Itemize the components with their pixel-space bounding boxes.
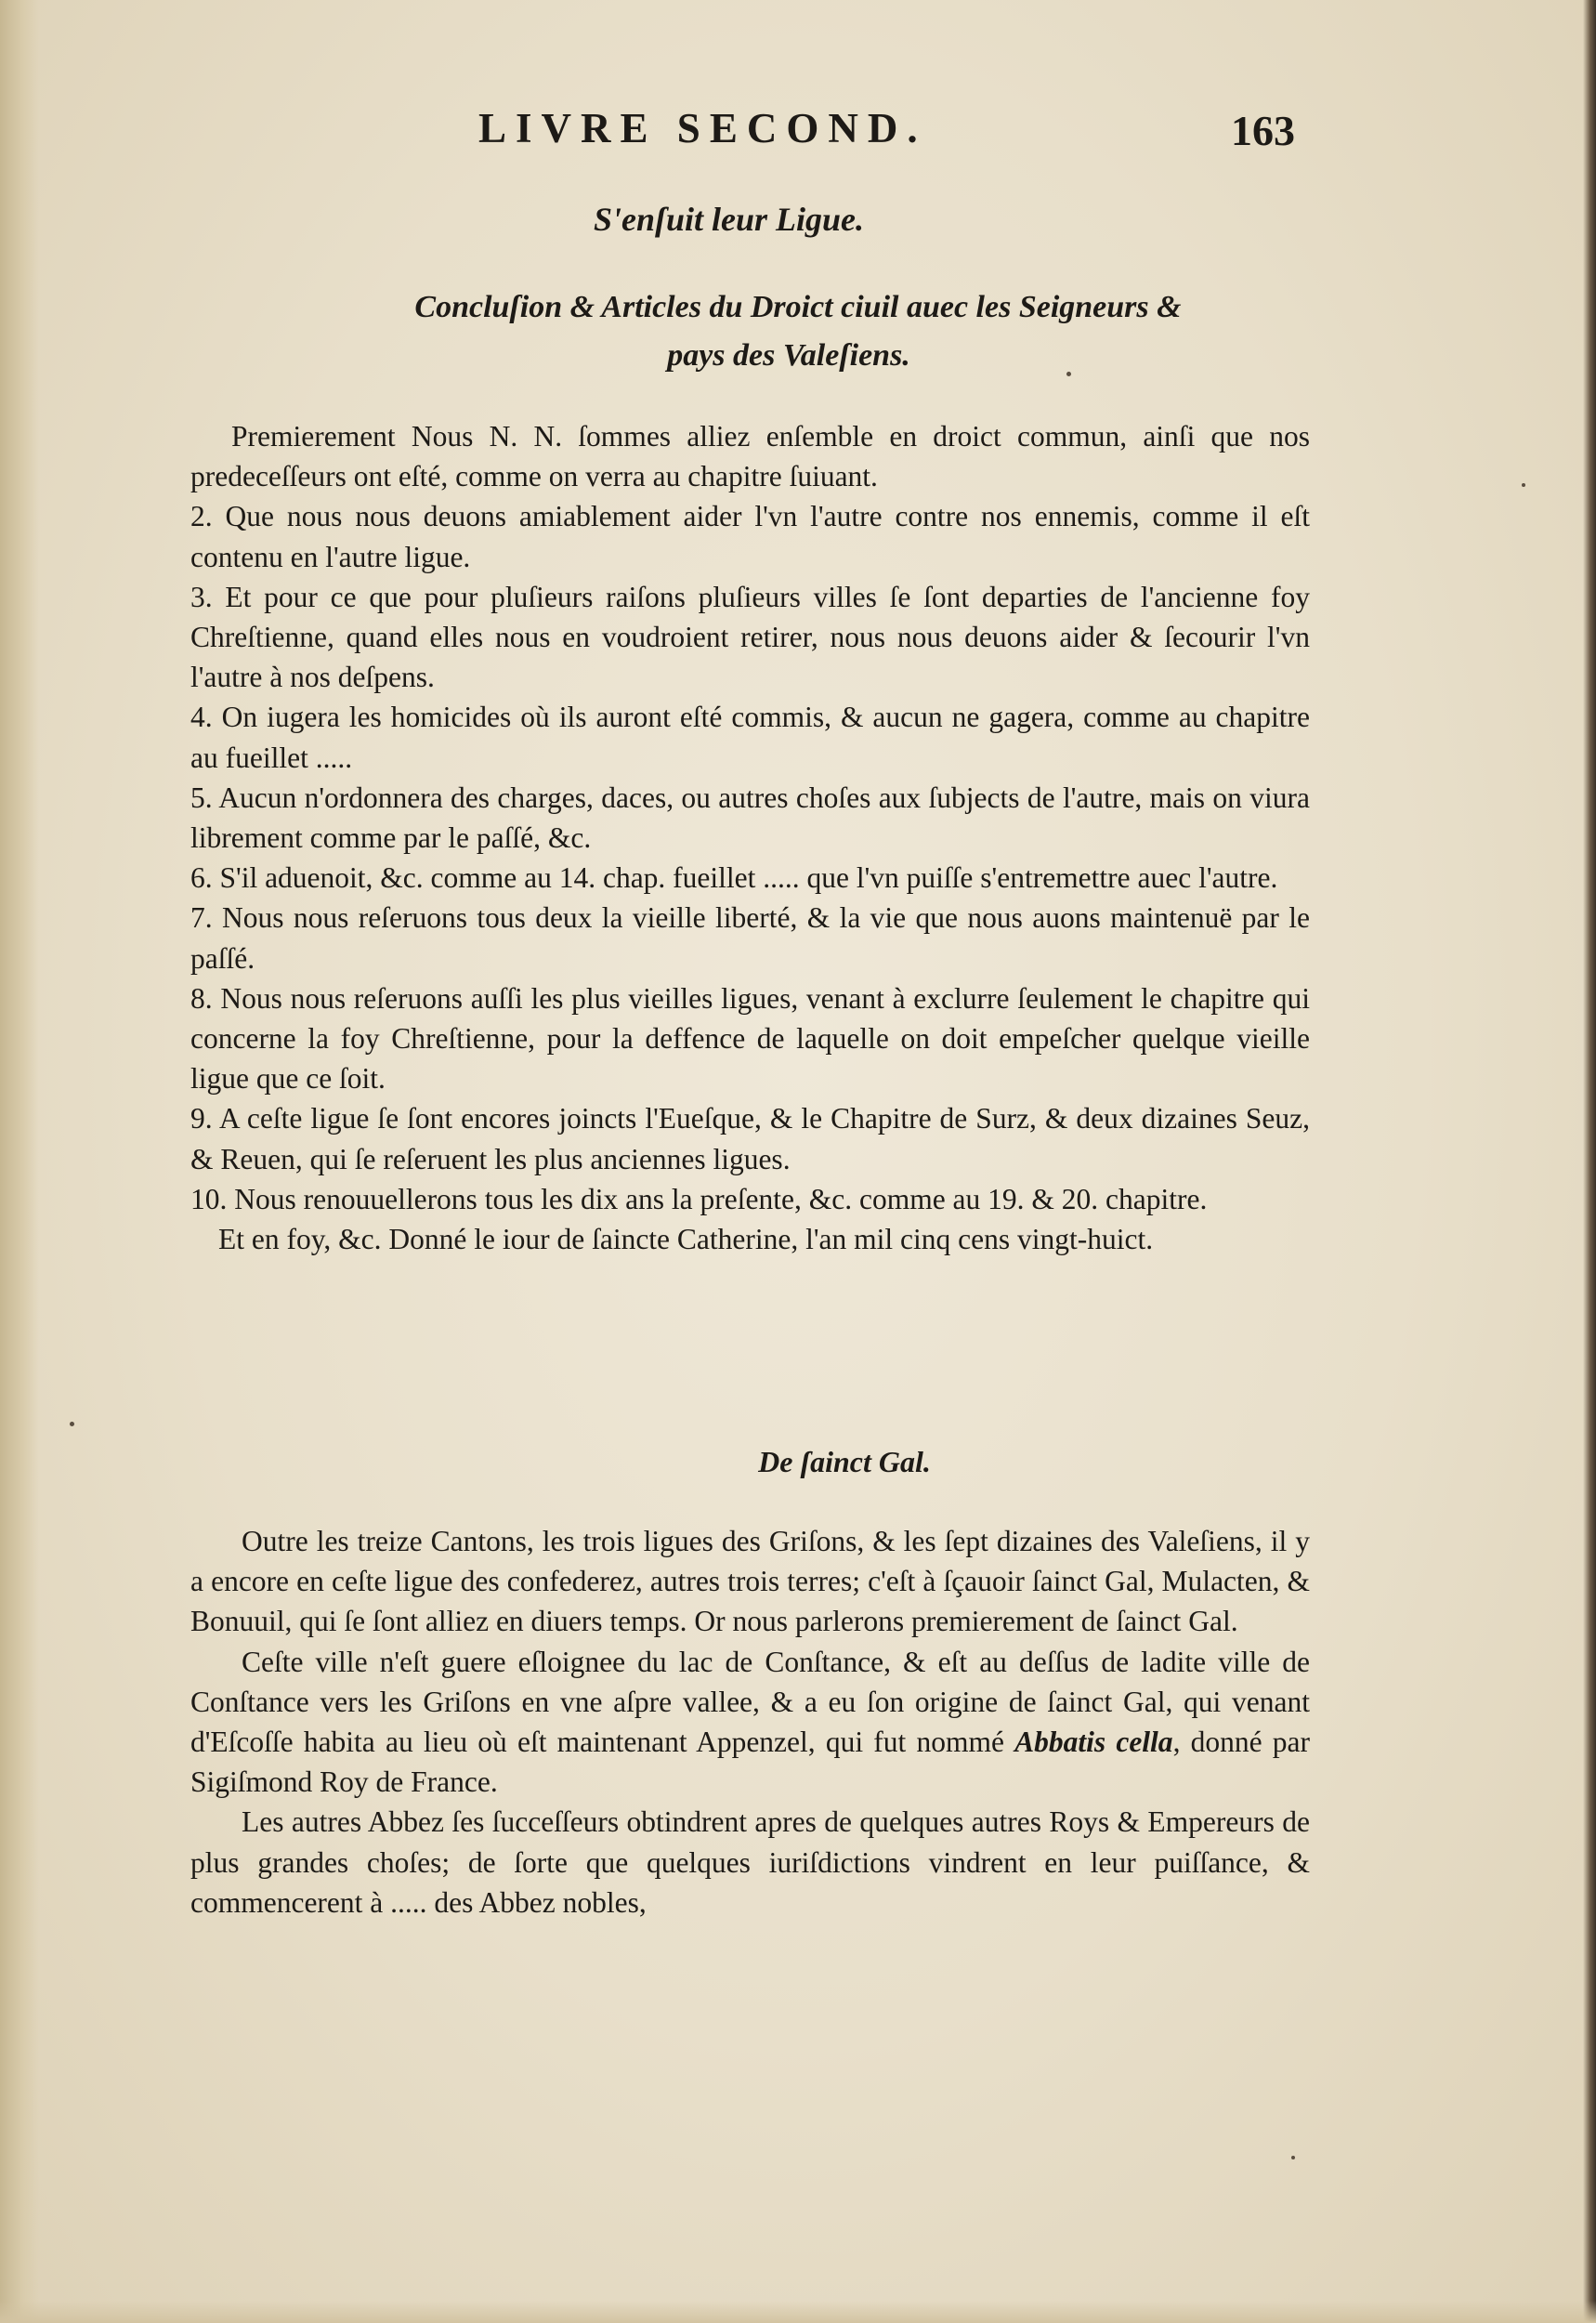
conclusion-heading — [0, 283, 1596, 380]
ligue-heading-text: S'enſuit leur Ligue. — [593, 201, 864, 238]
article-item: 9. A ceſte ligue ſe ſont encores joincts l'Eueſque, & le Chapitre de Surz, & deux dizaines Seuz, & Reuen, qui ſe reſeruent les plus anciennes ligues. — [190, 1102, 1310, 1175]
article-intro: Premierement Nous N. N. ſommes alliez enſemble en droict commun, ainſi que nos predeceſſeurs ont eſté, comme on verra au chapitre ſuiuant. — [190, 420, 1310, 493]
article-item: 2. Que nous nous deuons amiablement aider l'vn l'autre contre nos ennemis, comme il eſt contenu en l'autre ligue. — [190, 500, 1310, 573]
ink-speck — [1522, 483, 1525, 487]
running-title: LIVRE SECOND. — [478, 105, 927, 151]
saint-gal-paragraph-2 — [190, 1642, 1310, 1803]
saint-gal-paragraph-2-start: Ceſte ville n'eſt guere eſloignee du lac de Conſtance, & eſt au deſſus de ladite ville de Conſtance vers les Griſons en vne aſpre vallee, & a eu ſon origine de ſainct Gal, qui venant d'Eſcoſſe habita au lieu où eſt maintenant Appenzel, qui fut nommé — [190, 1645, 1310, 1759]
saint-gal-paragraph-1: Outre les treize Cantons, les trois ligues des Griſons, & les ſept dizaines des Valeſiens, il y a encore en ceſte ligue des confederez, autres trois terres; c'eſt à ſçauoir ſainct Gal, Mulacten, & Bonuuil, qui ſe ſont alliez en diuers temps. Or nous parlerons premierement de ſainct Gal. — [190, 1525, 1310, 1638]
article-item: 6. S'il aduenoit, &c. comme au 14. chap. fueillet ..... que l'vn puiſſe s'entremettre auec l'autre. — [190, 861, 1278, 895]
conclusion-heading-line2: pays des Valeſiens. — [667, 338, 910, 373]
article-item: 4. On iugera les homicides où ils auront eſté commis, & aucun ne gagera, comme au chapitre au fueillet ..... — [190, 701, 1310, 774]
ink-speck — [1066, 372, 1071, 376]
saint-gal-paragraph-3: Les autres Abbez ſes ſucceſſeurs obtindrent apres de quelques autres Roys & Empereurs de plus grandes choſes; de ſorte que quelques iuriſdictions vindrent en leur puiſſance, & commencerent à ..... des Abbez nobles, — [190, 1805, 1310, 1919]
articles-list — [190, 416, 1310, 1259]
page-number: 163 — [1231, 107, 1295, 154]
article-item: 3. Et pour ce que pour pluſieurs raiſons pluſieurs villes ſe ſont departies de l'ancienne foy Chreſtienne, quand elles nous en voudroient retirer, nous nous deuons aider & ſecourir l'vn l'autre à nos deſpens. — [190, 580, 1310, 694]
saint-gal-paragraph-2-end: , donné par Sigiſmond Roy de France. — [190, 1726, 1311, 1799]
article-item: 7. Nous nous reſeruons tous deux la vieille liberté, & la vie que nous auons maintenuë par le paſſé. — [190, 901, 1310, 975]
ink-speck — [70, 1422, 74, 1426]
saint-gal-text — [190, 1521, 1310, 1923]
page-edge-bottom — [0, 2301, 1596, 2323]
article-item: 8. Nous nous reſeruons auſſi les plus vieilles ligues, venant à exclurre ſeulement le chapitre qui concerne la foy Chreſtienne, pour la deffence de laquelle on doit empeſcher quelque vieille ligue que ce ſoit. — [190, 981, 1310, 1096]
ligue-heading — [0, 200, 1412, 239]
article-item: 10. Nous renouuellerons tous les dix ans la preſente, &c. comme au 19. & 20. chapitre. — [190, 1182, 1208, 1215]
conclusion-heading-line1: Concluſion & Articles du Droict ciuil auec les Seigneurs & — [414, 290, 1182, 324]
page-header — [0, 104, 1596, 169]
article-closing: Et en foy, &c. Donné le iour de ſaincte Catherine, l'an mil cinq cens vingt-huict. — [218, 1223, 1154, 1256]
abbatis-cella-term: Abbatis cella — [1014, 1726, 1173, 1759]
saint-gal-heading: De ſainct Gal. — [758, 1445, 931, 1478]
article-item: 5. Aucun n'ordonnera des charges, daces, ou autres choſes aux ſubjects de l'autre, mais on viura librement comme par le paſſé, &c. — [190, 781, 1310, 855]
ink-speck — [1291, 2156, 1295, 2159]
